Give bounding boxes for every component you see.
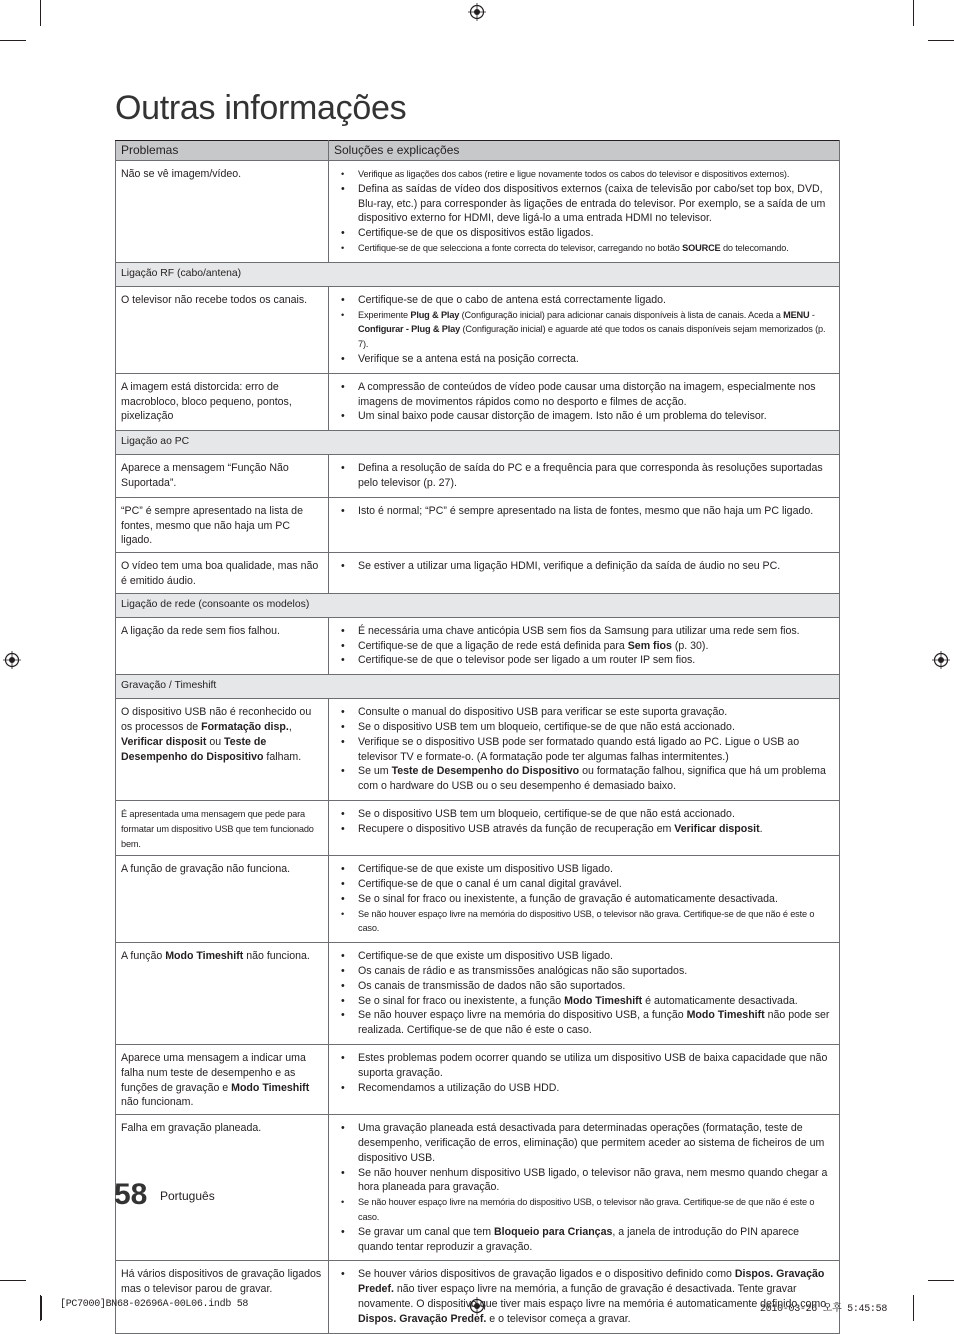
solution-item: • Certifique-se de que a ligação de rede está definida para Sem fios (p. 30). (334, 639, 834, 654)
problem-cell: A função Modo Timeshift não funciona. (116, 943, 329, 1045)
table-row (116, 553, 840, 594)
solution-list (334, 807, 834, 837)
solution-cell (329, 1261, 840, 1333)
solution-item: • Estes problemas podem ocorrer quando se utiliza um dispositivo USB de baixa capacidade que não suporta gravação. (334, 1051, 834, 1081)
registration-mark-icon (932, 651, 950, 669)
solution-item: • Consulte o manual do dispositivo USB para verificar se este suporta gravação. (334, 705, 834, 720)
page-language: Português (160, 1189, 215, 1203)
solution-list (334, 504, 834, 519)
crop-mark (913, 0, 914, 26)
solution-item: • Se o sinal for fraco ou inexistente, a função Modo Timeshift é automaticamente desactivada. (334, 994, 834, 1009)
page-title: Outras informações (115, 89, 407, 127)
solution-item: • Se não houver espaço livre na memória do dispositivo USB, a função Modo Timeshift não pode ser realizada. Certifique-se de que não é este o caso. (334, 1008, 834, 1038)
footer-file-info: [PC7000]BN68-02696A-00L06.indb 58 (60, 1299, 249, 1310)
section-label: Ligação RF (cabo/antena) (116, 262, 840, 286)
crop-mark (928, 40, 954, 41)
problem-cell: O televisor não recebe todos os canais. (116, 286, 329, 373)
section-row (116, 431, 840, 455)
solution-cell (329, 943, 840, 1045)
solution-cell (329, 699, 840, 801)
solution-cell (329, 553, 840, 594)
solution-item: • Se não houver nenhum dispositivo USB ligado, o televisor não grava, nem mesmo quando chegar a hora planeada para gravação. (334, 1166, 834, 1196)
solution-item: • Certifique-se de que existe um dispositivo USB ligado. (334, 949, 834, 964)
table-row (116, 617, 840, 674)
solution-cell (329, 1115, 840, 1261)
solution-item: • Certifique-se de que os dispositivos estão ligados. (334, 226, 834, 241)
solution-item: • Defina a resolução de saída do PC e a frequência para que corresponda às resoluções suportadas pelo televisor (p. 27). (334, 461, 834, 491)
problem-cell: Não se vê imagem/vídeo. (116, 161, 329, 263)
footer-divider (41, 1296, 42, 1320)
solution-cell (329, 856, 840, 943)
solution-item: • Se o sinal for fraco ou inexistente, a função de gravação é automaticamente desactivada. (334, 892, 834, 907)
solution-item: • Verifique se a antena está na posição correcta. (334, 352, 834, 367)
solution-list (334, 1051, 834, 1095)
solution-item: • Certifique-se de que o canal é um canal digital gravável. (334, 877, 834, 892)
problem-cell: O dispositivo USB não é reconhecido ou os processos de Formatação disp., Verificar disposit ou Teste de Desempenho do Dispositivo falham. (116, 699, 329, 801)
section-label: Ligação de rede (consoante os modelos) (116, 593, 840, 617)
solution-cell (329, 617, 840, 674)
solution-list (334, 1267, 834, 1326)
solution-list (334, 380, 834, 424)
crop-mark (40, 0, 41, 26)
solution-item: • Se não houver espaço livre na memória do dispositivo USB, o televisor não grava. Certifique-se de que não é este o caso. (334, 1195, 834, 1225)
solution-item: • Recomendamos a utilização do USB HDD. (334, 1081, 834, 1096)
problem-cell: “PC” é sempre apresentado na lista de fontes, mesmo que não haja um PC ligado. (116, 497, 329, 552)
solution-list (334, 862, 834, 936)
solution-item: • Os canais de rádio e as transmissões analógicas não são suportados. (334, 964, 834, 979)
solution-list (334, 293, 834, 367)
problem-cell: Aparece a mensagem “Função Não Suportada”. (116, 455, 329, 498)
table-row (116, 856, 840, 943)
section-row (116, 675, 840, 699)
column-header-solutions: Soluções e explicações (329, 141, 840, 161)
problem-cell: É apresentada uma mensagem que pede para formatar um dispositivo USB que tem funcionado bem. (116, 800, 329, 855)
solution-item: • Se houver vários dispositivos de gravação ligados e o dispositivo definido como Dispos. Gravação Predef. não tiver espaço livre na memória, a função de gravação é desactivada. Tente gravar novamente. O dispositivo que tiver mais espaço livre na memória é automaticamente definido como Dispos. Gravação Predef. e o televisor começa a gravar. (334, 1267, 834, 1326)
page-number: 58 (114, 1178, 148, 1211)
solution-item: • Verifique se o dispositivo USB pode ser formatado quando está ligado ao PC. Ligue o USB ao televisor TV e formate-o. (A formatação pode ter algumas falhas intermitentes.) (334, 735, 834, 765)
table-row (116, 1045, 840, 1115)
section-row (116, 262, 840, 286)
crop-mark (0, 40, 26, 41)
solution-cell (329, 455, 840, 498)
solution-item: • Certifique-se de que selecciona a fonte correcta do televisor, carregando no botão SOURCE do telecomando. (334, 241, 834, 256)
problem-cell: A imagem está distorcida: erro de macrobloco, bloco pequeno, pontos, pixelização (116, 373, 329, 430)
footer-timestamp: 2010-03-26 오후 5:45:58 (760, 1304, 888, 1315)
solution-cell (329, 286, 840, 373)
solution-item: • Defina as saídas de vídeo dos dispositivos externos (caixa de televisão por cabo/set top box, DVD, Blu-ray, etc.) para corresponder às ligações de entrada do televisor. Por exemplo, se a saída de um dispositivo externo for HDMI, deve ligá-lo a uma entrada HDMI no televisor. (334, 182, 834, 226)
table-row (116, 497, 840, 552)
solution-item: • Se estiver a utilizar uma ligação HDMI, verifique a definição da saída de áudio no seu PC. (334, 559, 834, 574)
solution-list (334, 167, 834, 256)
table-row (116, 699, 840, 801)
problem-cell: A função de gravação não funciona. (116, 856, 329, 943)
table-body (116, 161, 840, 1334)
solution-item: • Se um Teste de Desempenho do Dispositivo ou formatação falhou, significa que há um problema com o hardware do USB ou o seu desempenho é demasiado baixo. (334, 764, 834, 794)
registration-mark-icon (468, 3, 486, 21)
solution-item: • Os canais de transmissão de dados não são suportados. (334, 979, 834, 994)
section-label: Gravação / Timeshift (116, 675, 840, 699)
solution-cell (329, 373, 840, 430)
registration-mark-icon (3, 651, 21, 669)
solution-item: • Se o dispositivo USB tem um bloqueio, certifique-se de que não está accionado. (334, 720, 834, 735)
solution-item: • Certifique-se de que o televisor pode ser ligado a um router IP sem fios. (334, 653, 834, 668)
troubleshooting-table (115, 140, 840, 1334)
solution-list (334, 1121, 834, 1254)
solution-item: • Recupere o dispositivo USB através da função de recuperação em Verificar disposit. (334, 822, 834, 837)
table-row (116, 286, 840, 373)
solution-item: • Se gravar um canal que tem Bloqueio para Crianças, a janela de introdução do PIN aparece quando tentar reproduzir a gravação. (334, 1225, 834, 1255)
table-row (116, 161, 840, 263)
problem-cell: O vídeo tem uma boa qualidade, mas não é emitido áudio. (116, 553, 329, 594)
solution-list (334, 559, 834, 574)
solution-item: • Se não houver espaço livre na memória do dispositivo USB, o televisor não grava. Certifique-se de que não é este o caso. (334, 907, 834, 937)
solution-item: • Isto é normal; “PC” é sempre apresentado na lista de fontes, mesmo que não haja um PC ligado. (334, 504, 834, 519)
table-row (116, 455, 840, 498)
solution-item: • Experimente Plug & Play (Configuração inicial) para adicionar canais disponíveis à lista de canais. Aceda a MENU - Configurar - Plug & Play (Configuração inicial) e aguarde até que todos os canais disponíveis sejam memorizados (p. 7). (334, 308, 834, 352)
section-label: Ligação ao PC (116, 431, 840, 455)
solution-item: • É necessária uma chave anticópia USB sem fios da Samsung para utilizar uma rede sem fios. (334, 624, 834, 639)
table-row (116, 1115, 840, 1261)
crop-mark (928, 1280, 954, 1281)
solution-cell (329, 497, 840, 552)
problem-cell: Há vários dispositivos de gravação ligados mas o televisor parou de gravar. (116, 1261, 329, 1333)
table-row (116, 943, 840, 1045)
table-row (116, 373, 840, 430)
solution-list (334, 705, 834, 794)
crop-mark (0, 1280, 26, 1281)
section-row (116, 593, 840, 617)
solution-cell (329, 800, 840, 855)
problem-cell: Falha em gravação planeada. (116, 1115, 329, 1261)
table-row (116, 800, 840, 855)
table-row (116, 1261, 840, 1333)
solution-cell (329, 161, 840, 263)
footer-divider (913, 1296, 914, 1320)
problem-cell: Aparece uma mensagem a indicar uma falha num teste de desempenho e as funções de gravação e Modo Timeshift não funcionam. (116, 1045, 329, 1115)
solution-item: • Se o dispositivo USB tem um bloqueio, certifique-se de que não está accionado. (334, 807, 834, 822)
solution-item: • Um sinal baixo pode causar distorção de imagem. Isto não é um problema do televisor. (334, 409, 834, 424)
solution-list (334, 624, 834, 668)
solution-item: • Certifique-se de que o cabo de antena está correctamente ligado. (334, 293, 834, 308)
solution-item: • Certifique-se de que existe um dispositivo USB ligado. (334, 862, 834, 877)
solution-item: • Verifique as ligações dos cabos (retire e ligue novamente todos os cabos do televisor e dispositivos externos). (334, 167, 834, 182)
solution-list (334, 461, 834, 491)
table-header-row (116, 141, 840, 161)
solution-list (334, 949, 834, 1038)
column-header-problems: Problemas (116, 141, 329, 161)
solution-item: • Uma gravação planeada está desactivada para determinadas operações (formatação, teste de desempenho, verificação de erros, eliminação) que permitem aceder ao sistema de ficheiros de um dispositivo USB. (334, 1121, 834, 1165)
problem-cell: A ligação da rede sem fios falhou. (116, 617, 329, 674)
solution-item: • A compressão de conteúdos de vídeo pode causar uma distorção na imagem, especialmente nos imagens de movimentos rápidos como no desporto e filmes de acção. (334, 380, 834, 410)
solution-cell (329, 1045, 840, 1115)
